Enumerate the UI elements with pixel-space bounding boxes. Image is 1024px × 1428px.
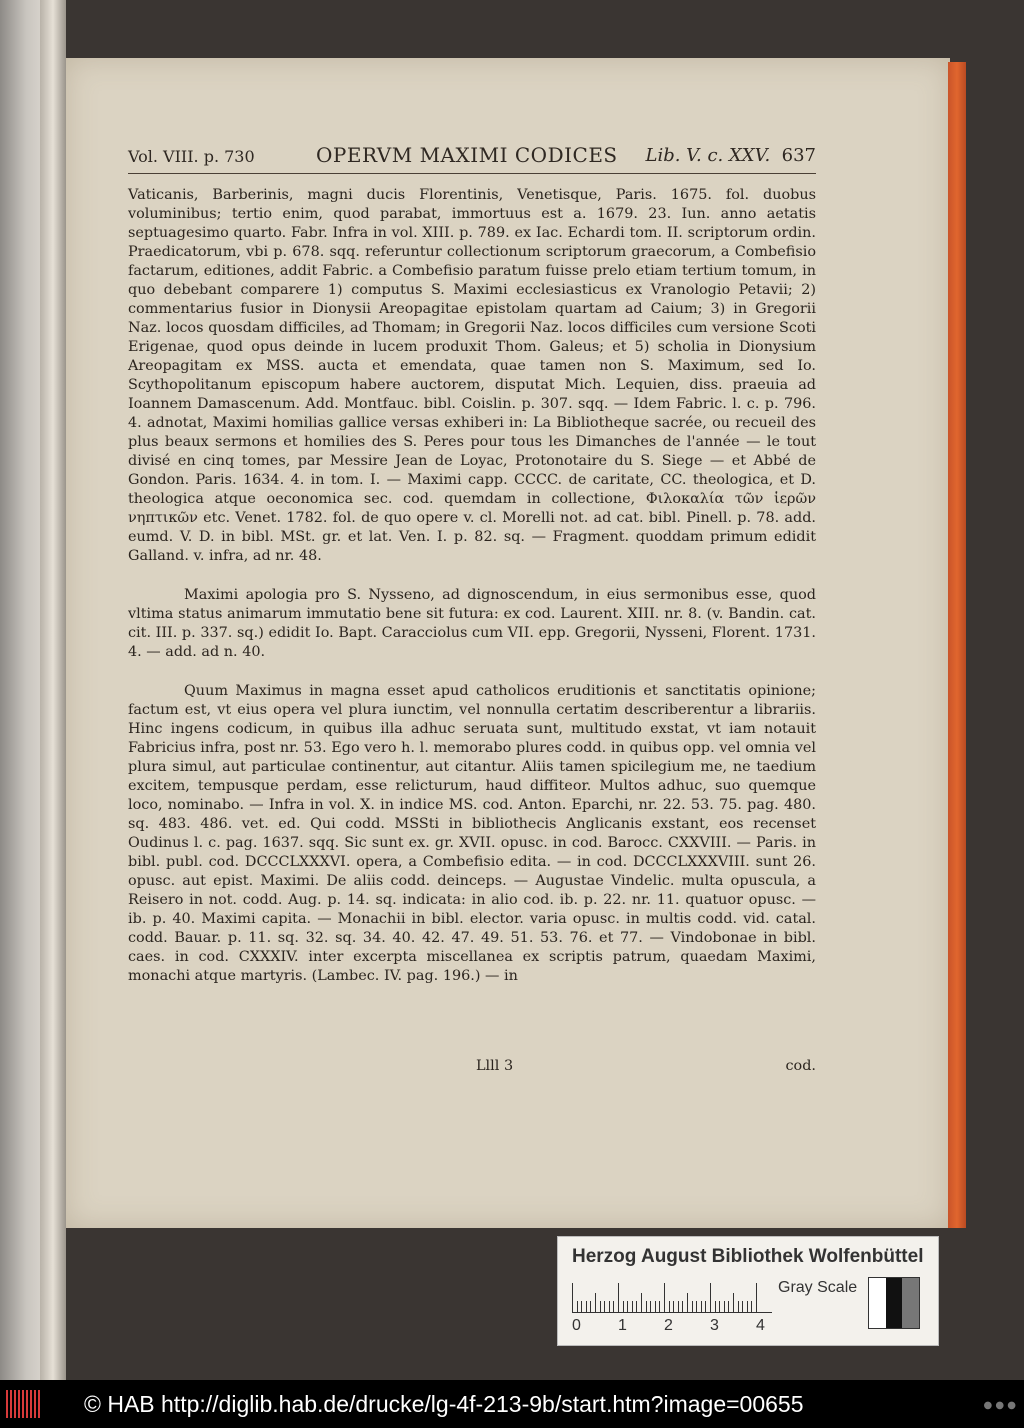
ruler-tick	[696, 1301, 697, 1313]
ruler-tick	[590, 1301, 591, 1313]
ruler-tick	[659, 1301, 660, 1313]
running-header	[128, 143, 816, 173]
ruler-tick	[655, 1301, 656, 1313]
ruler-tick	[618, 1283, 619, 1313]
ruler-tick	[692, 1301, 693, 1313]
viewer-footer-bar	[0, 1380, 1024, 1428]
ruler-tick	[623, 1301, 624, 1313]
scale-number: 1	[618, 1317, 627, 1334]
ruler-tick	[687, 1293, 688, 1313]
ruler-tick	[678, 1301, 679, 1313]
ruler-tick	[747, 1301, 748, 1313]
ruler-tick	[636, 1301, 637, 1313]
ruler-tick	[738, 1301, 739, 1313]
ruler-tick	[715, 1301, 716, 1313]
ruler-tick	[756, 1283, 757, 1313]
adjacent-page-edge	[0, 0, 66, 1380]
header-right	[645, 145, 816, 166]
ruler-tick	[719, 1301, 720, 1313]
catchword: cod.	[785, 1058, 816, 1074]
header-title: OPERVM MAXIMI CODICES	[316, 143, 618, 167]
header-book-chapter: Lib. V. c. XXV.	[645, 145, 771, 166]
scale-ruler	[572, 1277, 772, 1313]
ruler-tick	[682, 1301, 683, 1313]
ruler-tick	[613, 1301, 614, 1313]
page-red-edge	[948, 62, 966, 1228]
gray-scale-label: Gray Scale	[778, 1279, 858, 1296]
swatch-white	[869, 1278, 886, 1328]
ruler-tick	[586, 1301, 587, 1313]
swatch-gray	[902, 1278, 919, 1328]
page-body	[128, 186, 816, 986]
header-volume-ref: Vol. VIII. p. 730	[128, 147, 255, 166]
ruler-tick	[600, 1301, 601, 1313]
ruler-tick	[609, 1301, 610, 1313]
copyright-url[interactable]: © HAB http://diglib.hab.de/drucke/lg-4f-213-9b/start.htm?image=00655	[84, 1391, 804, 1417]
ruler-tick	[632, 1301, 633, 1313]
ruler-tick	[724, 1301, 725, 1313]
book-spine	[40, 0, 66, 1380]
library-name: Herzog August Bibliothek Wolfenbüttel	[572, 1246, 924, 1267]
page-footer	[128, 1058, 816, 1078]
ruler-tick	[710, 1283, 711, 1313]
paragraph-gap	[128, 662, 816, 682]
ruler-tick	[673, 1301, 674, 1313]
signature-mark: Llll 3	[476, 1058, 514, 1074]
ruler-tick	[751, 1301, 752, 1313]
ruler-tick	[577, 1301, 578, 1313]
ruler-tick	[650, 1301, 651, 1313]
scale-number: 0	[572, 1317, 581, 1334]
hab-logo-icon	[6, 1390, 40, 1418]
swatch-black	[886, 1278, 903, 1328]
ruler-tick	[742, 1301, 743, 1313]
ruler-tick	[646, 1301, 647, 1313]
scale-number: 3	[710, 1317, 719, 1334]
ruler-tick	[572, 1283, 573, 1313]
dots-icon: ● ● ●	[983, 1400, 1016, 1411]
ruler-tick	[669, 1301, 670, 1313]
ruler-tick	[627, 1301, 628, 1313]
paragraph-3: Quum Maximus in magna esset apud catholicos eruditionis et sanctitatis opinione; factum est, vt eius opera vel plura iunctim, vel nonnulla certatim describerentur a librariis. Hinc ingens codicum, in quibus illa adhuc seruata sunt, multitudo exstat, vt iam notauit Fabricius infra, post nr. 53. Ego vero h. l. memorabo plures codd. in quibus opp. vel omnia vel plura simul, aut particulae continentur, aut citantur. Aliis tamen spicilegium me, ne taedium excitem, tempusque perdam, esse relicturum, haud diffiteor. Multos adhuc, suo quemque loco, nominabo. — Infra in vol. X. in indice MS. cod. Anton. Eparchi, nr. 22. 53. 75. pag. 480. sq. 483. 486. vet. ed. Qui codd. MSSti in bibliothecis Anglicanis exstant, eos recenset Oudinus l. c. pag. 1637. sqq. Sic sunt ex. gr. XVII. opusc. in cod. Barocc. CXXVIII. — Paris. in bibl. publ. cod. DCCCLXXXVI. opera, a Combefisio edita. — in cod. DCCCLXXXVIII. sunt 26. opusc. aut epist. Maximi. De aliis codd. deinceps. — Augustae Vindelic. multa opuscula, a Reisero in not. codd. Aug. p. 14. sq. indicata: in alio cod. ib. p. 22. nr. 11. quatuor opusc. — ib. p. 40. Maximi capita. — Monachii in bibl. elector. varia opusc. in multis codd. vid. catal. codd. Bauar. p. 11. sq. 32. sq. 34. 40. 42. 47. 49. 51. 53. 76. et 77. — Vindobonae in bibl. caes. in cod. CXXXIV. inter excerpta miscellanea ex scriptis patrum, quaedam Maximi, monachi atque martyris. (Lambec. IV. pag. 196.) — in	[128, 683, 816, 984]
ruler-tick	[604, 1301, 605, 1313]
paragraph-1: Vaticanis, Barberinis, magni ducis Florentinis, Venetisque, Paris. 1675. fol. duobus voluminibus; tertio enim, quod parabat, immortuus est a. 1679. 23. Iun. anno aetatis septuagesimo quarto. Fabr. Infra in vol. XIII. p. 789. ex Iac. Echardi tom. II. scriptorum ordin. Praedicatorum, vbi p. 678. sqq. referuntur collectionum scriptorum graecorum, a Combefisio factarum, editiones, addit Fabric. a Combefisio paratum fuisse prelo etiam tertium tomum, in quo debebant comparere 1) computus S. Maximi ecclesiasticus ex Vranologio Petavii; 2) commentarius fusior in Dionysii Areopagitae epistolam quartam ad Caium; 3) in Gregorii Naz. locos quosdam difficiles, ad Thomam; in Gregorii Naz. locos difficiles cum versione Scoti Erigenae, quod opus deinde in lucem produxit Thom. Galeus; et 5) scholia in Dionysium Areopagitam ex MSS. aucta et emendata, quae tamen non S. Maximum, sed Io. Scythopolitanum episcopum habere auctorem, disputat Mich. Lequien, diss. praeuia ad Ioannem Damascenum. Add. Montfauc. bibl. Coislin. p. 307. sqq. — Idem Fabric. l. c. p. 796. 4. adnotat, Maximi homilias gallice versas exhiberi in: La Bibliotheque sacrée, ou recueil des plus beaux sermons et homilies des S. Peres pour tous les Dimanches de l'année — le tout divisé en cinq tomes, par Messire Jean de Loyac, Protonotaire du S. Siege — et Abbé de Gondon. Paris. 1634. 4. in tom. I. — Maximi capp. CCCC. de caritate, CC. theologica, et D. theologica atque oeconomica sec. cod. quemdam in collectione, Φιλοκαλία τῶν ἱερῶν νηπτικῶν etc. Venet. 1782. fol. de quo opere v. cl. Morelli not. ad cat. bibl. Pinell. p. 78. add. eumd. V. D. in bibl. MSt. gr. et lat. Ven. I. p. 82. sq. — Fragment. quoddam primum edidit Galland. v. infra, ad nr. 48.	[128, 187, 816, 564]
ruler-tick	[641, 1293, 642, 1313]
ruler-tick	[664, 1283, 665, 1313]
scale-number: 2	[664, 1317, 673, 1334]
ruler-tick	[733, 1293, 734, 1313]
ruler-tick	[581, 1301, 582, 1313]
scale-number: 4	[756, 1317, 765, 1334]
paragraph-2: Maximi apologia pro S. Nysseno, ad dignoscendum, in eius sermonibus esse, quod vltima status animarum immutatio bene sit futura: ex cod. Laurent. XIII. nr. 8. (v. Bandin. cat. cit. III. p. 337. sq.) edidit Io. Bapt. Caracciolus cum VII. epp. Gregorii, Nysseni, Florent. 1731. 4. — add. ad n. 40.	[128, 587, 816, 660]
ruler-tick	[701, 1301, 702, 1313]
library-color-card	[557, 1236, 939, 1346]
ruler-tick	[728, 1301, 729, 1313]
page-number: 637	[781, 145, 816, 166]
gray-scale-swatch	[868, 1277, 920, 1329]
ruler-tick	[705, 1301, 706, 1313]
paragraph-gap	[128, 566, 816, 586]
scale-numbers	[572, 1317, 792, 1337]
ruler-tick	[595, 1293, 596, 1313]
header-rule	[128, 173, 816, 174]
